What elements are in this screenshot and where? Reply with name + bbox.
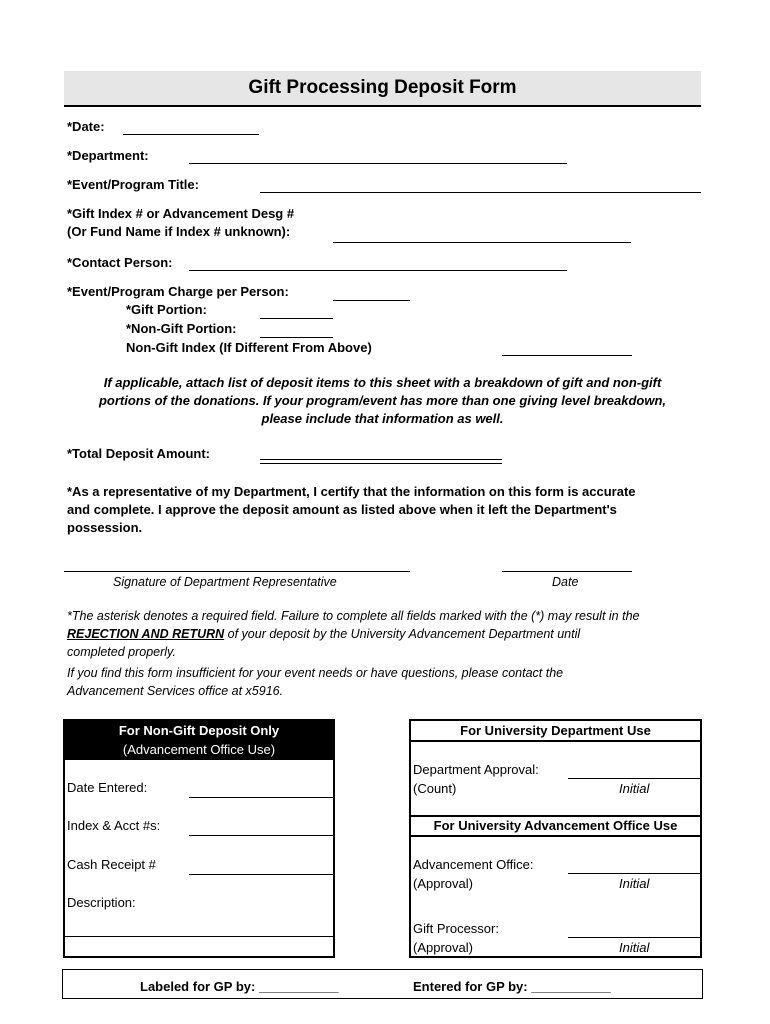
footnote-line-2-rest: of your deposit by the University Advancement Department until <box>224 627 581 641</box>
date-entered-line[interactable] <box>189 797 333 798</box>
gift-processor-line[interactable] <box>568 937 700 938</box>
gift-index-line[interactable] <box>333 242 631 243</box>
approval-label-1: (Approval) <box>413 876 473 891</box>
gift-portion-line[interactable] <box>260 318 333 319</box>
footnote-line-2 <box>67 627 580 641</box>
notice-line-3: please include that information as well. <box>261 411 504 426</box>
non-gift-header-subtitle: (Advancement Office Use) <box>122 742 276 757</box>
event-title-label: *Event/Program Title: <box>67 177 199 192</box>
signature-label: Signature of Department Representative <box>113 575 337 589</box>
labeled-for-gp: Labeled for GP by: ___________ <box>140 979 339 994</box>
certify-line-1: *As a representative of my Department, I certify that the information on this form is accurate <box>67 484 636 499</box>
contact-line[interactable] <box>189 270 567 271</box>
footnote-line-1: *The asterisk denotes a required field. Failure to complete all fields marked with the (*) may result in the <box>67 609 640 623</box>
non-gift-index-label: Non-Gift Index (If Different From Above) <box>126 340 372 355</box>
gift-index-sublabel: (Or Fund Name if Index # unknown): <box>67 224 291 239</box>
description-label: Description: <box>67 895 136 910</box>
adv-header-divider-top <box>411 815 700 817</box>
notice-line-2: portions of the donations. If your program/event has more than one giving level breakdown, <box>98 393 667 408</box>
total-deposit-label: *Total Deposit Amount: <box>67 446 210 461</box>
charge-line[interactable] <box>333 300 410 301</box>
cash-receipt-label: Cash Receipt # <box>67 857 156 872</box>
count-label: (Count) <box>413 781 457 796</box>
rejection-text: REJECTION AND RETURN <box>67 627 225 641</box>
non-gift-portion-line[interactable] <box>260 337 333 338</box>
non-gift-header-title: For Non-Gift Deposit Only <box>118 723 280 738</box>
page-title: Gift Processing Deposit Form <box>64 71 701 107</box>
department-label: *Department: <box>67 148 149 163</box>
approval-label-2: (Approval) <box>413 940 473 955</box>
signature-line[interactable] <box>64 571 410 572</box>
cash-receipt-line[interactable] <box>189 874 333 875</box>
dept-use-header: For University Department Use <box>460 723 651 738</box>
charge-label: *Event/Program Charge per Person: <box>67 284 289 299</box>
certify-line-3: possession. <box>67 520 143 535</box>
gift-index-label: *Gift Index # or Advancement Desg # <box>67 206 295 221</box>
footnote-line-5: Advancement Services office at x5916. <box>67 684 284 698</box>
non-gift-header <box>65 721 333 760</box>
non-gift-portion-label: *Non-Gift Portion: <box>126 321 237 336</box>
initial-label-1: Initial <box>619 781 650 796</box>
gift-processor-label: Gift Processor: <box>413 921 499 936</box>
adv-header-divider-bottom <box>411 835 700 837</box>
gift-portion-label: *Gift Portion: <box>126 302 207 317</box>
signature-date-label: Date <box>552 575 579 589</box>
initial-label-3: Initial <box>619 940 650 955</box>
dept-header-divider <box>411 740 700 742</box>
dept-approval-label: Department Approval: <box>413 762 539 777</box>
description-line[interactable] <box>65 936 333 937</box>
date-line[interactable] <box>123 134 259 135</box>
signature-date-line[interactable] <box>502 571 632 572</box>
initial-label-2: Initial <box>619 876 650 891</box>
dept-approval-line[interactable] <box>568 778 700 779</box>
notice-line-1: If applicable, attach list of deposit items to this sheet with a breakdown of gift and non-gift <box>103 375 662 390</box>
department-use-box <box>409 719 702 958</box>
non-gift-deposit-box <box>63 719 335 958</box>
gp-bottom-bar <box>62 969 703 999</box>
event-title-line[interactable] <box>260 192 701 193</box>
footnote-line-3: completed properly. <box>67 645 176 659</box>
date-entered-label: Date Entered: <box>67 780 148 795</box>
certify-line-2: and complete. I approve the deposit amount as listed above when it left the Department's <box>67 502 617 517</box>
date-label: *Date: <box>67 119 105 134</box>
adv-office-label: Advancement Office: <box>413 857 534 872</box>
department-line[interactable] <box>189 163 567 164</box>
non-gift-index-line[interactable] <box>502 355 632 356</box>
entered-for-gp: Entered for GP by: ___________ <box>413 979 611 994</box>
adv-office-line[interactable] <box>568 873 700 874</box>
adv-use-header: For University Advancement Office Use <box>433 818 678 833</box>
index-acct-line[interactable] <box>189 835 333 836</box>
index-acct-label: Index & Acct #s: <box>67 818 161 833</box>
total-deposit-line[interactable] <box>260 459 502 464</box>
contact-label: *Contact Person: <box>67 255 173 270</box>
footnote-line-4: If you find this form insufficient for your event needs or have questions, please contact the <box>67 666 564 680</box>
